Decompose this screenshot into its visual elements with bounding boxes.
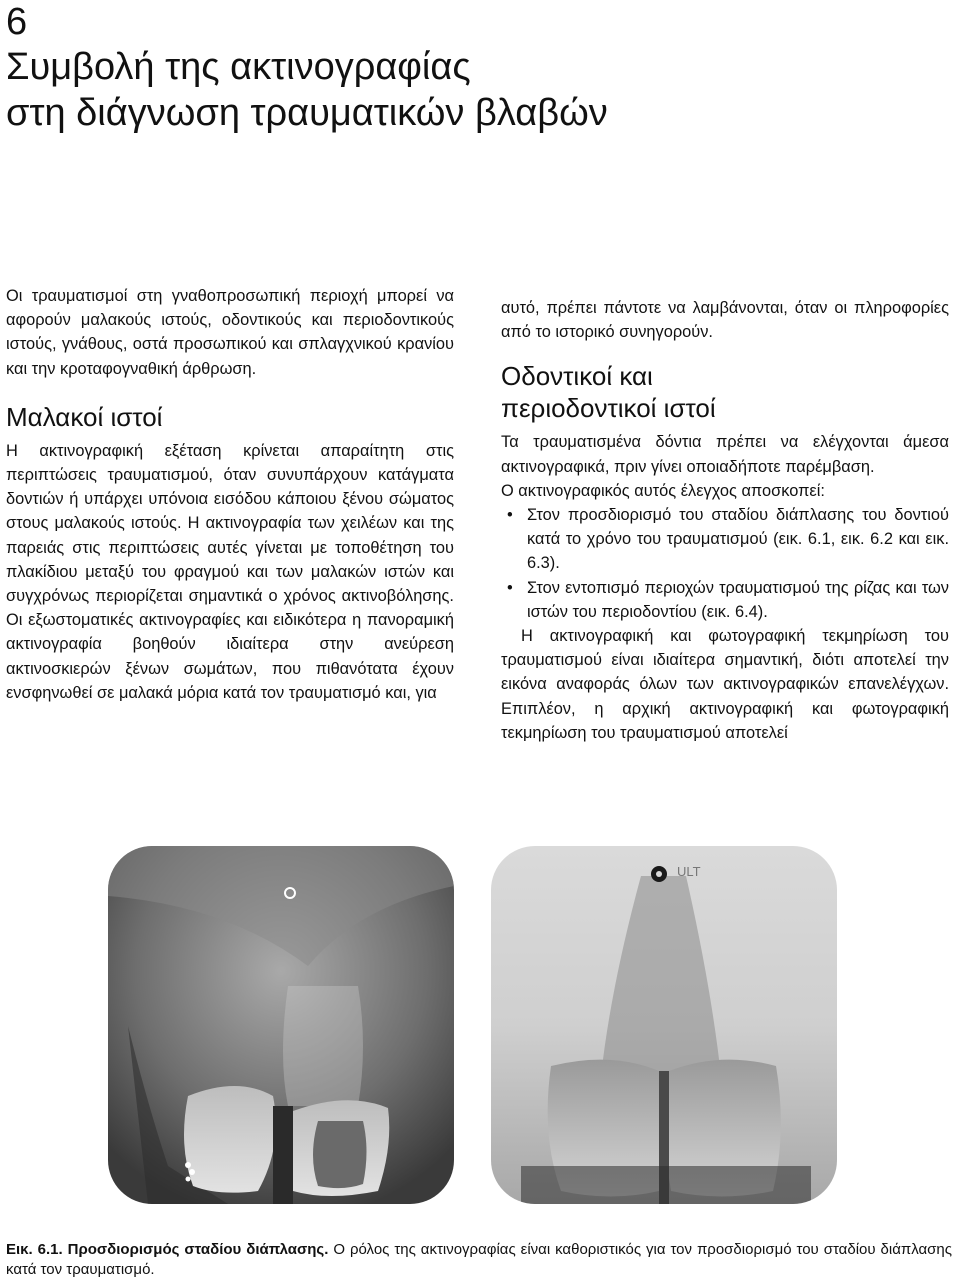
continuation-paragraph: αυτό, πρέπει πάντοτε να λαμβάνονται, όταν οι πληροφορίες από το ιστορικό συνηγορούν. <box>501 299 949 342</box>
dental-paragraph-3: Η ακτινογραφική και φωτογραφική τεκμηρίωση του τραυματισμού είναι ιδιαίτερα σημαντική, διότι αποτελεί την εικόνα αναφοράς όλων των ακτινογραφικών επανελέγχων. Επιπλέον, η αρχική ακτινογραφική και φωτογραφική τεκμηρίωση του τραυματισμού αποτελεί <box>501 627 949 742</box>
heading-line-1: Οδοντικοί και <box>501 361 653 392</box>
list-item-text: Στον εντοπισμό περιοχών τραυματισμού της ρίζας και των ιστών του περιοδοντίου (εικ. 6.4). <box>527 578 949 621</box>
section-heading-dental-tissues <box>501 360 949 424</box>
heading-line-2: περιοδοντικοί ιστοί <box>501 393 716 424</box>
list-item <box>501 576 949 624</box>
bullet-icon: • <box>507 578 513 597</box>
section-heading-soft-tissues: Μαλακοί ιστοί <box>6 401 163 432</box>
soft-tissues-paragraph: Η ακτινογραφική εξέταση κρίνεται απαραίτητη στις περιπτώσεις τραυματισμού, όταν συνυπάρχουν κατάγματα δοντιών ή υπάρχει υπόνοια εισόδου κάποιου ξένου σώματος στους μαλακούς ιστούς. Η ακτινογραφία των χειλέων και της παρειάς στις περιπτώσεις αυτές γίνεται με τοποθέτηση του πλακίδιου μεταξύ του φραγμού και των μαλακών ιστών και συγχρόνως περιορίζεται σημαντικά ο χρόνος ακτινοβόλησης. Οι εξωστοματικές ακτινογραφίες και ειδικότερα η πανοραμική ακτινογραφία βοηθούν ιδιαίτερα στην ανεύρεση ακτινοσκιερών ξένων σωμάτων, που πιθανότατα έχουν ενσφηνωθεί σε μαλακά μόρια κατά τον τραυματισμό και, για <box>6 441 454 702</box>
radiograph-right <box>491 846 837 1204</box>
radiograph-marker-text: ULT <box>677 864 701 879</box>
figure-caption-label: Εικ. 6.1. Προσδιορισμός σταδίου διάπλασης. <box>6 1241 329 1258</box>
figure-caption <box>6 1240 952 1280</box>
purpose-list <box>501 503 949 624</box>
figure-caption-text: Ο ρόλος της ακτινογραφίας είναι καθοριστικός για τον προσδιορισμό του σταδίου διάπλασης κατά τον τραυματισμό. <box>6 1241 952 1278</box>
right-column <box>501 296 949 745</box>
radiograph-left-image <box>108 846 454 1204</box>
dental-paragraph-1: Τα τραυματισμένα δόντια πρέπει να ελέγχονται άμεσα ακτινογραφικά, πριν γίνει οποιαδήποτε παρέμβαση. <box>501 433 949 476</box>
radiograph-left <box>108 846 454 1204</box>
bullet-icon: • <box>507 506 513 525</box>
chapter-title-line-2: στη διάγνωση τραυματικών βλαβών <box>6 92 608 134</box>
chapter-title-line-1: Συμβολή της ακτινογραφίας <box>6 46 471 88</box>
chapter-title <box>6 44 608 136</box>
list-item-text: Στον προσδιορισμό του σταδίου διάπλασης του δοντιού κατά το χρόνο του τραυματισμού (εικ. 6.1, εικ. 6.2 και εικ. 6.3). <box>527 506 949 573</box>
list-item <box>501 503 949 576</box>
dental-paragraph-2: Ο ακτινογραφικός αυτός έλεγχος αποσκοπεί: <box>501 481 825 500</box>
left-column <box>6 284 454 705</box>
chapter-number: 6 <box>6 1 28 43</box>
intro-paragraph: Οι τραυματισμοί στη γναθοπροσωπική περιοχή μπορεί να αφορούν μαλακούς ιστούς, οδοντικούς και περιοδοντικούς ιστούς, γνάθους, οστά προσωπικού και σπλαγχνικού κρανίου και την κροταφογναθική άρθρωση. <box>6 287 454 378</box>
radiograph-right-image <box>491 846 837 1204</box>
